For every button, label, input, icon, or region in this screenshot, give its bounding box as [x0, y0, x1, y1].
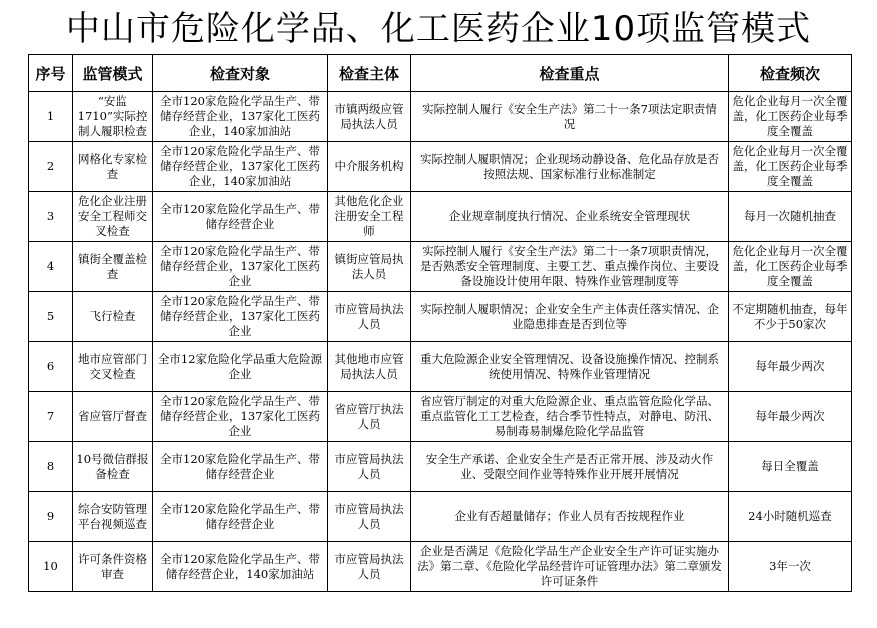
cell-freq: 每月一次随机抽查 [729, 192, 852, 242]
cell-mode: 省应管厅督查 [73, 392, 153, 442]
page-title: 中山市危险化学品、化工医药企业10项监管模式 [65, 9, 812, 49]
header-mode: 监管模式 [73, 55, 153, 92]
cell-focus: 实际控制人履职情况；企业安全生产主体责任落实情况、企业隐患排查是否到位等 [411, 292, 729, 342]
cell-mode: 危化企业注册安全工程师交叉检查 [73, 192, 153, 242]
table-row [29, 542, 852, 592]
cell-target: 全市120家危险化学品生产、带储存经营企业 [153, 442, 328, 492]
cell-subject: 市应管局执法人员 [328, 542, 411, 592]
cell-no: 2 [29, 142, 73, 192]
cell-target: 全市120家危险化学品生产、带储存经营企业，137家化工医药企业 [153, 392, 328, 442]
cell-target: 全市12家危险化学品重大危险源企业 [153, 342, 328, 392]
cell-freq: 每日全覆盖 [729, 442, 852, 492]
cell-mode: “安监1710”实际控制人履职检查 [73, 92, 153, 142]
cell-focus: 实际控制人履行《安全生产法》第二十一条7项法定职责情况 [411, 92, 729, 142]
cell-target: 全市120家危险化学品生产、带储存经营企业，137家化工医药企业，140家加油站 [153, 92, 328, 142]
table-row [29, 342, 852, 392]
header-no: 序号 [29, 55, 73, 92]
cell-freq: 危化企业每月一次全覆盖，化工医药企业每季度全覆盖 [729, 92, 852, 142]
cell-subject: 市镇两级应管局执法人员 [328, 92, 411, 142]
cell-focus: 省应管厅制定的对重大危险源企业、重点监管危险化学品、重点监管化工工艺检查，结合季节性特点，对静电、防汛、易制毒易制爆危险化学品监管 [411, 392, 729, 442]
cell-mode: 综合安防管理平台视频巡查 [73, 492, 153, 542]
table-row [29, 242, 852, 292]
cell-no: 8 [29, 442, 73, 492]
cell-mode: 网格化专家检查 [73, 142, 153, 192]
cell-subject: 市应管局执法人员 [328, 492, 411, 542]
cell-subject: 镇街应管局执法人员 [328, 242, 411, 292]
cell-subject: 其他危化企业注册安全工程师 [328, 192, 411, 242]
table-row [29, 92, 852, 142]
cell-subject: 省应管厅执法人员 [328, 392, 411, 442]
cell-no: 6 [29, 342, 73, 392]
cell-no: 10 [29, 542, 73, 592]
header-focus: 检查重点 [411, 55, 729, 92]
cell-freq: 每年最少两次 [729, 342, 852, 392]
supervision-table [28, 54, 852, 592]
table-row [29, 392, 852, 442]
cell-no: 1 [29, 92, 73, 142]
cell-mode: 许可条件资格审查 [73, 542, 153, 592]
cell-target: 全市120家危险化学品生产、带储存经营企业，140家加油站 [153, 542, 328, 592]
header-subject: 检查主体 [328, 55, 411, 92]
cell-no: 4 [29, 242, 73, 292]
cell-target: 全市120家危险化学品生产、带储存经营企业，137家化工医药企业，140家加油站 [153, 142, 328, 192]
cell-no: 9 [29, 492, 73, 542]
cell-mode: 镇街全覆盖检查 [73, 242, 153, 292]
cell-subject: 其他地市应管局执法人员 [328, 342, 411, 392]
cell-focus: 企业规章制度执行情况、企业系统安全管理现状 [411, 192, 729, 242]
cell-subject: 市应管局执法人员 [328, 292, 411, 342]
cell-freq: 24小时随机巡查 [729, 492, 852, 542]
table-row [29, 492, 852, 542]
cell-focus: 企业有否超量储存；作业人员有否按规程作业 [411, 492, 729, 542]
cell-mode: 地市应管部门交叉检查 [73, 342, 153, 392]
cell-target: 全市120家危险化学品生产、带储存经营企业，137家化工医药企业 [153, 242, 328, 292]
cell-no: 7 [29, 392, 73, 442]
cell-target: 全市120家危险化学品生产、带储存经营企业 [153, 192, 328, 242]
cell-freq: 危化企业每月一次全覆盖，化工医药企业每季度全覆盖 [729, 242, 852, 292]
cell-freq: 3年一次 [729, 542, 852, 592]
header-freq: 检查频次 [729, 55, 852, 92]
header-row [29, 55, 852, 92]
cell-focus: 安全生产承诺、企业安全生产是否正常开展、涉及动火作业、受限空间作业等特殊作业开展开展情况 [411, 442, 729, 492]
table-row [29, 292, 852, 342]
cell-freq: 每年最少两次 [729, 392, 852, 442]
cell-target: 全市120家危险化学品生产、带储存经营企业，137家化工医药企业 [153, 292, 328, 342]
cell-focus: 重大危险源企业安全管理情况、设备设施操作情况、控制系统使用情况、特殊作业管理情况 [411, 342, 729, 392]
header-target: 检查对象 [153, 55, 328, 92]
table-row [29, 442, 852, 492]
table-row [29, 142, 852, 192]
cell-mode: 飞行检查 [73, 292, 153, 342]
cell-mode: 10号微信群报备检查 [73, 442, 153, 492]
cell-subject: 市应管局执法人员 [328, 442, 411, 492]
table-row [29, 192, 852, 242]
cell-freq: 危化企业每月一次全覆盖，化工医药企业每季度全覆盖 [729, 142, 852, 192]
cell-freq: 不定期随机抽查，每年不少于50家次 [729, 292, 852, 342]
cell-focus: 实际控制人履职情况；企业现场动静设备、危化品存放是否按照法规、国家标准行业标准制定 [411, 142, 729, 192]
cell-focus: 企业是否满足《危险化学品生产企业安全生产许可证实施办法》第二章、《危险化学品经营许可证管理办法》第二章颁发许可证条件 [411, 542, 729, 592]
cell-subject: 中介服务机构 [328, 142, 411, 192]
cell-target: 全市120家危险化学品生产、带储存经营企业 [153, 492, 328, 542]
cell-no: 3 [29, 192, 73, 242]
cell-focus: 实际控制人履行《安全生产法》第二十一条7项职责情况，是否熟悉安全管理制度、主要工艺、重点操作岗位、主要设备设施设计使用年限、特殊作业管理制度等 [411, 242, 729, 292]
cell-no: 5 [29, 292, 73, 342]
